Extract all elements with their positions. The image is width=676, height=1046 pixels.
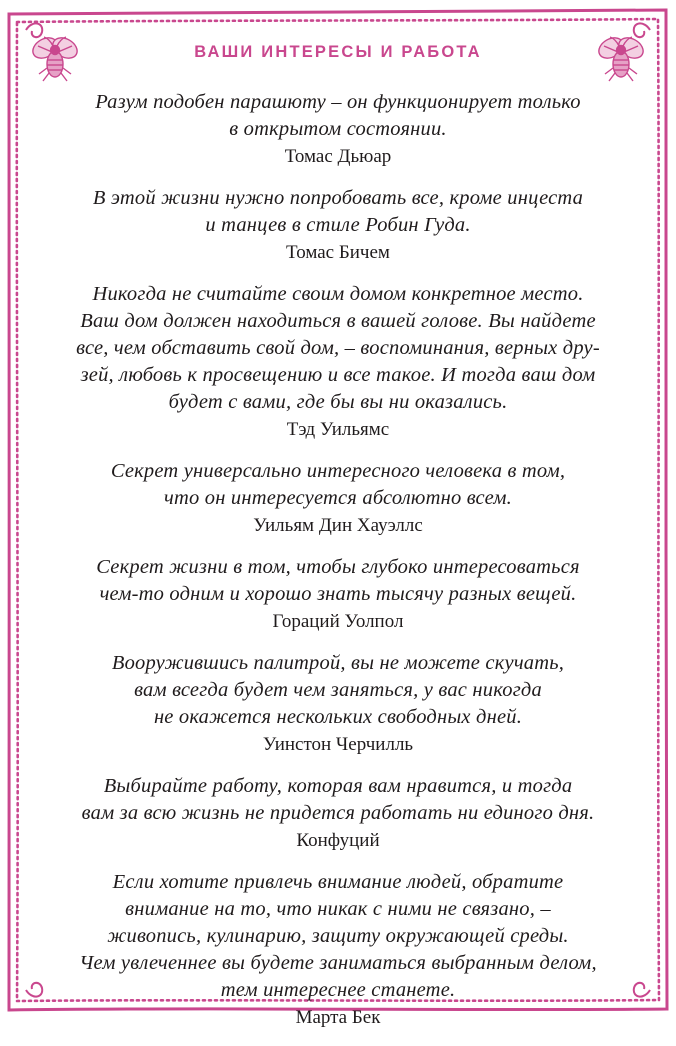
quote-line: что он интересуется абсолютно всем.	[164, 487, 512, 509]
quote-author: Уильям Дин Хауэллс	[253, 515, 423, 536]
quote-line: не окажется нескольких свободных дней.	[153, 706, 523, 728]
quote-author: Уинстон Черчилль	[262, 734, 414, 755]
quote-author: Томас Бичем	[286, 242, 390, 263]
quote-block	[40, 773, 636, 854]
quote-author: Гораций Уолпол	[272, 611, 404, 632]
quote-line: Выбирайте работу, которая вам нравится, и тогда	[103, 775, 573, 797]
quote-line: внимание на то, что никак с ними не связано, –	[125, 898, 551, 920]
quote-line: Если хотите привлечь внимание людей, обратите	[112, 871, 564, 893]
quote-block	[40, 281, 636, 443]
quote-block	[40, 458, 636, 539]
quote-line: чем-то одним и хорошо знать тысячу разных вещей.	[99, 583, 577, 605]
quote-line: Разум подобен парашюту – он функционирует только	[95, 91, 581, 113]
quote-line: Ваш дом должен находиться в вашей голове. Вы найдете	[80, 310, 596, 332]
quote-line: тем интереснее станете.	[220, 979, 456, 1001]
quote-line: вам за всю жизнь не придется работать ни единого дня.	[81, 802, 595, 824]
quote-line: зей, любовь к просвещению и все такое. И тогда ваш дом	[80, 364, 596, 386]
quote-line: будет с вами, где бы вы ни оказались.	[168, 391, 508, 413]
quote-line: и танцев в стиле Робин Гуда.	[205, 214, 471, 236]
quote-author: Тэд Уильямс	[286, 419, 390, 440]
quote-line: Чем увлеченнее вы будете заниматься выбранным делом,	[79, 952, 597, 974]
quote-block	[40, 554, 636, 635]
quote-line: Секрет жизни в том, чтобы глубоко интересоваться	[96, 556, 580, 578]
quote-line: вам всегда будет чем заняться, у вас никогда	[134, 679, 542, 701]
quote-line: Секрет универсально интересного человека в том,	[110, 460, 566, 482]
quote-line: Никогда не считайте своим домом конкретное место.	[92, 283, 584, 305]
quote-block	[40, 89, 636, 170]
quote-block	[40, 650, 636, 758]
quote-author: Томас Дьюар	[284, 146, 392, 167]
quote-line: Вооружившись палитрой, вы не можете скучать,	[111, 652, 565, 674]
page-title: ВАШИ ИНТЕРЕСЫ И РАБОТА	[194, 43, 482, 61]
quote-author: Марта Бек	[295, 1007, 381, 1028]
quote-line: В этой жизни нужно попробовать все, кроме инцеста	[92, 187, 584, 209]
quote-block	[40, 185, 636, 266]
quote-line: в открытом состоянии.	[229, 118, 447, 140]
quote-line: все, чем обставить свой дом, – воспоминания, верных дру-	[76, 337, 600, 359]
quote-line: живопись, кулинарию, защиту окружающей среды.	[107, 925, 569, 947]
quotes-list	[40, 89, 636, 1046]
quote-block	[40, 869, 636, 1031]
quote-author: Конфуций	[296, 830, 380, 851]
